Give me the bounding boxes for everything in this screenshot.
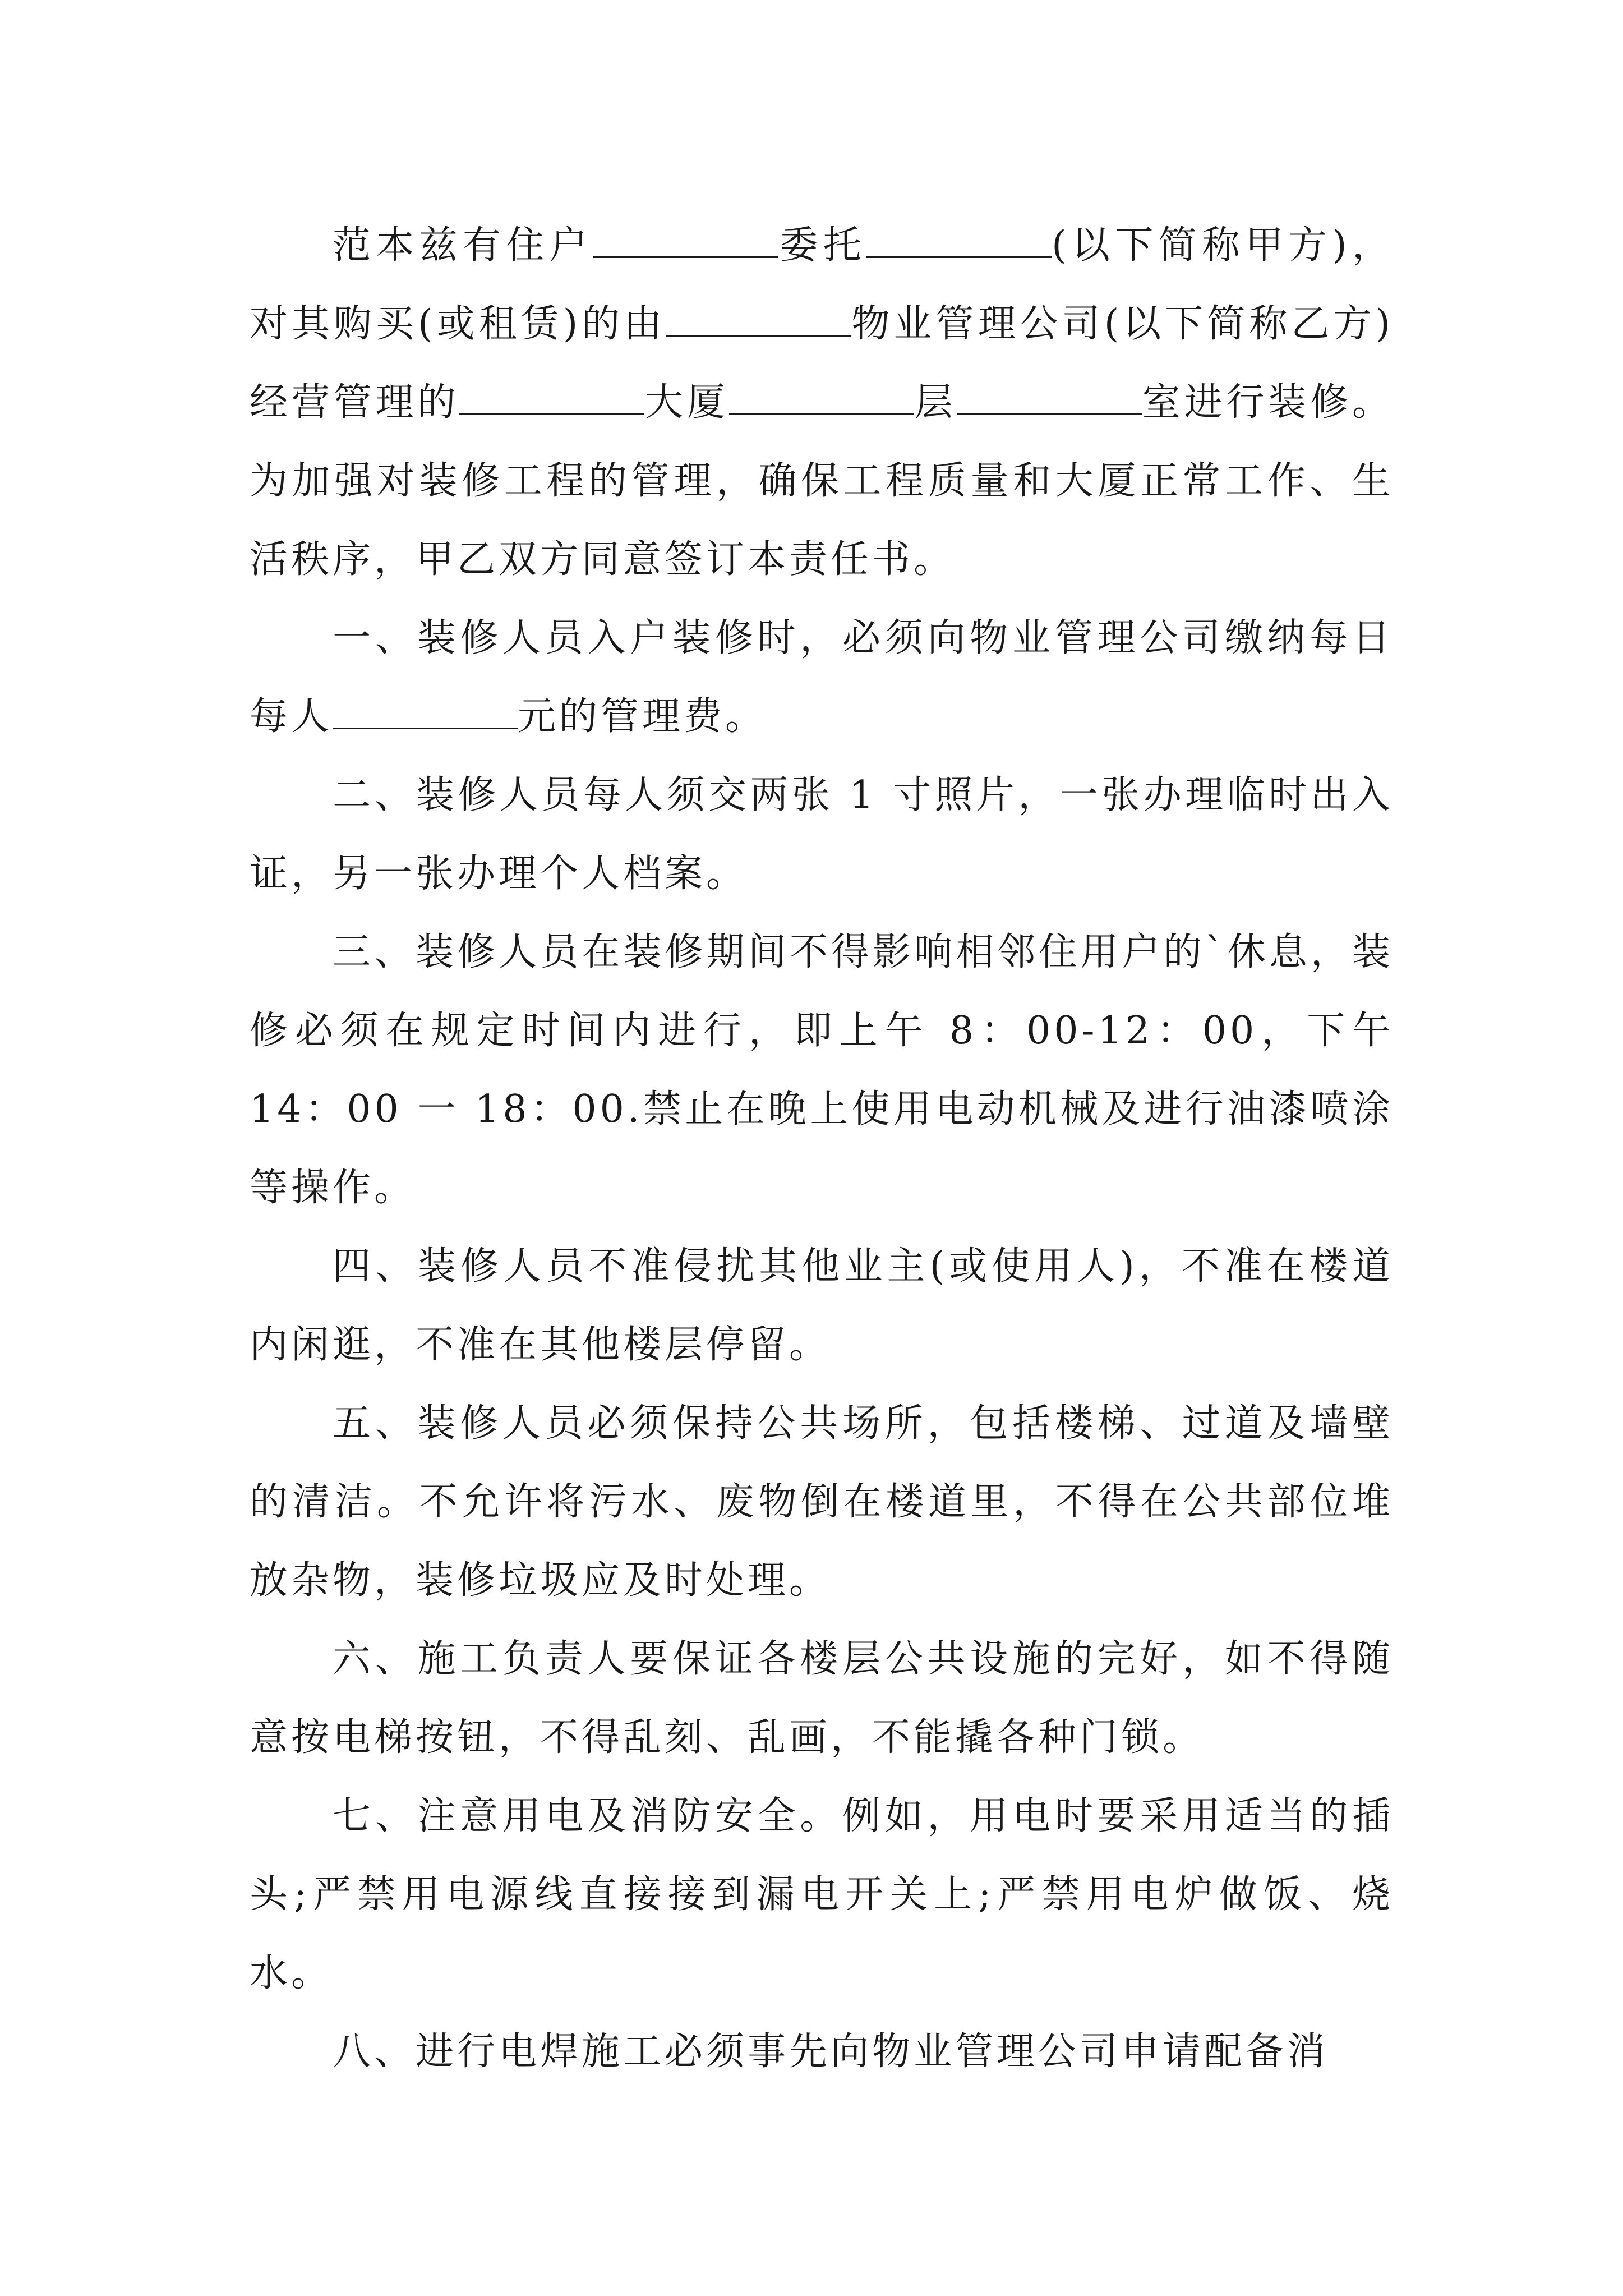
intro-text-2: 委托 — [778, 223, 867, 268]
paragraph-clause-5: 五、装修人员必须保持公共场所，包括楼梯、过道及墙壁的清洁。不允许将污水、废物倒在楼道里，不得在公共部位堆放杂物，装修垃圾应及时处理。 — [250, 1401, 1394, 1603]
intro-text-5: 大厦 — [644, 380, 729, 425]
intro-text-1: 范本兹有住户 — [333, 223, 593, 268]
blank-room-field[interactable] — [957, 382, 1142, 415]
blank-building-field[interactable] — [459, 382, 644, 415]
intro-text-6: 层 — [914, 380, 957, 425]
paragraph-clause-1 — [250, 599, 1394, 756]
document-body — [250, 206, 1394, 2091]
paragraph-clause-6: 六、施工负责人要保证各楼层公共设施的完好，如不得随意按电梯按钮，不得乱刻、乱画，不能撬各种门锁。 — [250, 1637, 1394, 1760]
intro-text-7: 室进行装修。为加强对装修工程的管理，确保工程质量和大厦正常工作、生活秩序，甲乙双方同意签订本责任书。 — [250, 380, 1394, 582]
clause-1-text-2: 元的管理费。 — [518, 694, 767, 739]
clause-1-text-1: 一、装修人员入户装修时，必须向物业管理公司缴纳每日每人 — [250, 616, 1394, 739]
blank-entrusted-field[interactable] — [866, 225, 1052, 258]
paragraph-clause-8: 八、进行电焊施工必须事先向物业管理公司申请配备消 — [333, 2030, 1329, 2074]
paragraph-clause-3: 三、装修人员在装修期间不得影响相邻住用户的`休息，装修必须在规定时间内进行，即上午 8：00-12：00，下午 14：00 一 18：00.禁止在晚上使用电动机械及进行油漆喷涂等操作。 — [250, 930, 1394, 1210]
blank-fee-field[interactable] — [333, 696, 518, 729]
intro-text-4: 物业管理公司(以下简称乙方)经营管理的 — [250, 302, 1394, 425]
blank-floor-field[interactable] — [729, 382, 914, 415]
paragraph-intro — [250, 206, 1394, 599]
intro-text-3: (以下简称甲方)，对其购买(或租赁)的由 — [250, 223, 1394, 346]
paragraph-clause-4: 四、装修人员不准侵扰其他业主(或使用人)，不准在楼道内闲逛，不准在其他楼层停留。 — [250, 1244, 1394, 1367]
paragraph-clause-2: 二、装修人员每人须交两张 1 寸照片，一张办理临时出入证，另一张办理个人档案。 — [250, 773, 1394, 896]
blank-company-field[interactable] — [666, 303, 851, 337]
blank-resident-field[interactable] — [593, 225, 778, 258]
paragraph-clause-7: 七、注意用电及消防安全。例如，用电时要采用适当的插头;严禁用电源线直接接到漏电开关上;严禁用电炉做饭、烧水。 — [250, 1794, 1394, 1995]
